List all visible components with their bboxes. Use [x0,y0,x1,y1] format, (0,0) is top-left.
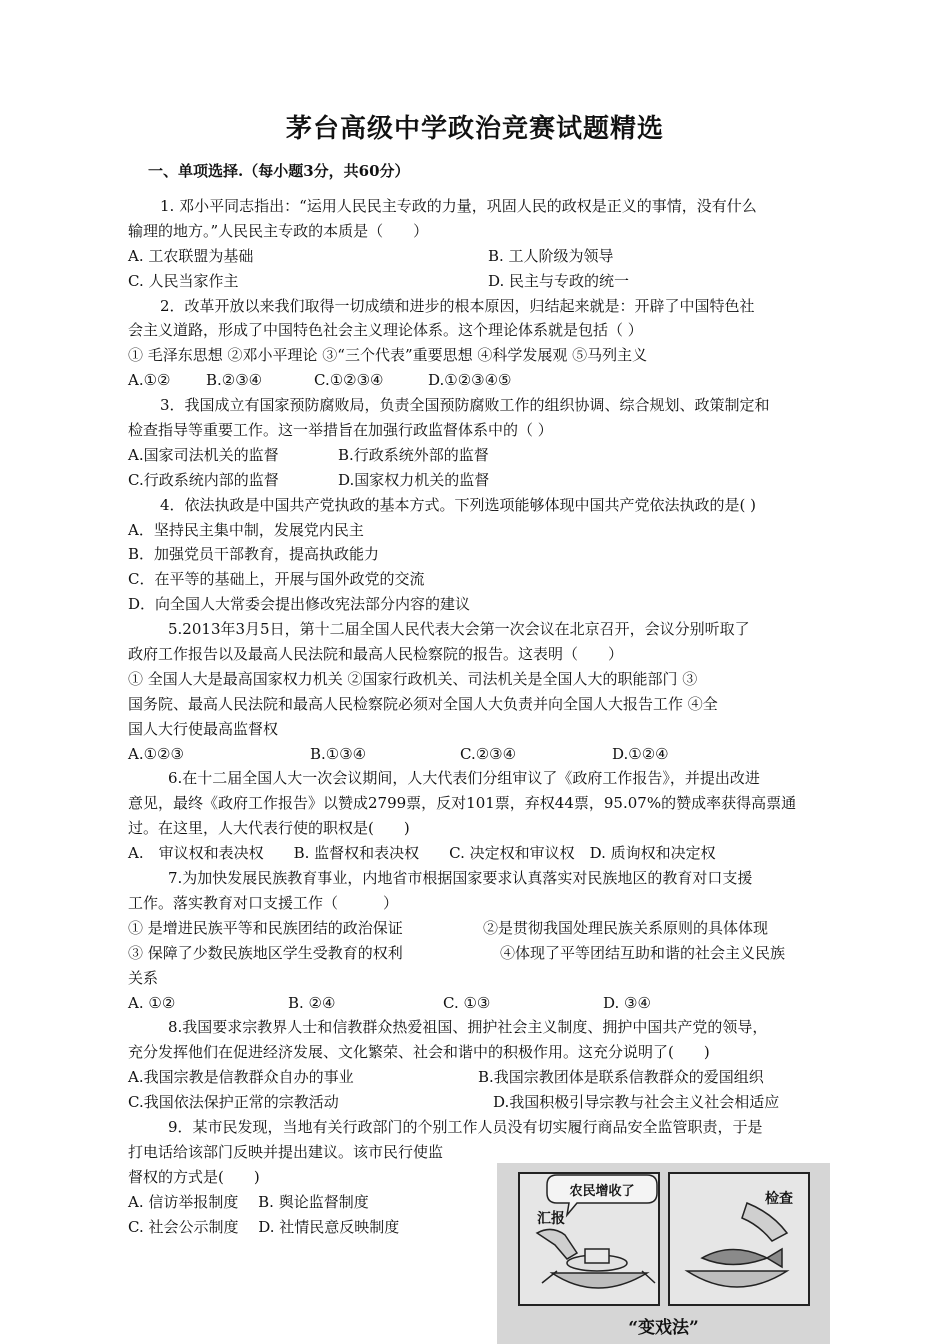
q3-option-c: C.行政系统内部的监督 [128,470,279,489]
q3-stem: 3．我国成立有国家预防腐败局，负责全国预防腐败工作的组织协调、综合规划、政策制定和 [160,396,770,415]
q2-items: ① 毛泽东思想 ②邓小平理论 ③“三个代表”重要思想 ④科学发展观 ⑤马列主义 [128,346,648,365]
q8-option-c: C.我国依法保护正常的宗教活动 [128,1093,339,1112]
q3-options-row1 [128,443,828,468]
q4-option-c: C．在平等的基础上，开展与国外政党的交流 [128,570,425,589]
q7-option-b: B. ②④ [288,993,336,1012]
q1-option-b: B. 工人阶级为领导 [488,246,614,265]
q1-stem-cont: 输理的地方。”人民民主专政的本质是（ ） [128,221,429,240]
q7-option-a: A. ①② [128,993,176,1012]
q8-stem-cont: 充分发挥他们在促进经济发展、文化繁荣、社会和谐中的积极作用。这充分说明了( ) [128,1043,710,1062]
q3-option-d: D.国家权力机关的监督 [338,470,490,489]
q7-item-2: ②是贯彻我国处理民族关系原则的具体体现 [483,918,769,937]
q9-options-row2: C. 社会公示制度 D. 社情民意反映制度 [128,1217,400,1236]
q3-option-a: A.国家司法机关的监督 [128,445,279,464]
q4-option-a: A．坚持民主集中制，发展党内民主 [128,520,364,539]
q7-stem: 7.为加快发展民族教育事业，内地省市根据国家要求认真落实对民族地区的教育对口支援 [168,869,753,888]
q5-items-3: 国人大行使最高监督权 [128,719,279,738]
q3-options-row2 [128,468,828,493]
q8-option-d: D.我国积极引导宗教与社会主义社会相适应 [493,1093,780,1112]
q2-options [128,368,828,393]
q5-option-d: D.①②④ [612,744,669,763]
q4-option-b: B．加强党员干部教育，提高执政能力 [128,545,380,564]
q2-stem: 2．改革开放以来我们取得一切成绩和进步的根本原因，归结起来就是：开辟了中国特色社 [160,296,755,315]
q2-option-d: D.①②③④⑤ [428,371,512,390]
q4-stem: 4．依法执政是中国共产党执政的基本方式。下列选项能够体现中国共产党依法执政的是( ) [160,495,757,514]
q5-items-1: ① 全国人大是最高国家权力机关 ②国家行政机关、司法机关是全国人大的职能部门 ③ [128,669,698,688]
q6-options: A. 审议权和表决权 B. 监督权和表决权 C. 决定权和审议权 D. 质询权和决定权 [128,844,716,863]
q7-stem-cont: 工作。落实教育对口支援工作（ ） [128,893,399,912]
cartoon-image [497,1163,830,1344]
q8-options-row1 [128,1065,828,1090]
bubble-text: 农民增收了 [569,1184,635,1199]
q7-option-c: C. ①③ [443,993,491,1012]
q1-options-row1 [128,244,828,269]
q5-items-2: 国务院、最高人民法院和最高人民检察院必须对全国人大负责并向全国人大报告工作 ④全 [128,694,718,713]
q7-item-4-cont: 关系 [128,968,159,987]
q9-options-row1: A. 信访举报制度 B. 舆论监督制度 [128,1192,369,1211]
q7-items-row2 [128,941,828,966]
lid-knob-icon [585,1249,609,1263]
q7-items-row1 [128,916,828,941]
q1-options-row2 [128,269,828,294]
cartoon-caption: “变戏法” [628,1318,699,1338]
q2-option-a: A.①② [128,371,171,390]
q7-item-4: ④体现了平等团结互助和谐的社会主义民族 [500,943,786,962]
q5-stem: 5.2013年3月5日，第十二届全国人民代表大会第一次会议在北京召开，会议分别听取了 [168,620,750,639]
q9-stem-end: 督权的方式是( ) [128,1167,260,1186]
right-label: 检查 [765,1191,793,1207]
q2-option-b: B.②③④ [206,371,263,390]
q2-stem-cont: 会主义道路，形成了中国特色社会主义理论体系。这个理论体系就是包括（ ） [128,321,643,340]
q5-option-a: A.①②③ [128,744,184,763]
q1-stem: 1. 邓小平同志指出：“运用人民民主专政的力量，巩固人民的政权是正义的事情，没有什么 [160,197,757,215]
q1-option-c: C. 人民当家作主 [128,271,239,290]
q4-option-d: D．向全国人大常委会提出修改宪法部分内容的建议 [128,595,471,614]
q7-option-d: D. ③④ [603,993,651,1012]
q8-option-b: B.我国宗教团体是联系信教群众的爱国组织 [478,1068,764,1087]
q6-stem-end: 过。在这里，人大代表行使的职权是( ) [128,819,410,838]
q7-options [128,991,828,1016]
q7-item-3: ③ 保障了少数民族地区学生受教育的权利 [128,943,403,962]
q1-option-d: D. 民主与专政的统一 [488,271,630,290]
page-title: 茅台高级中学政治竞赛试题精选 [285,114,664,144]
left-label: 汇报 [537,1211,565,1227]
q5-options [128,742,828,767]
q8-option-a: A.我国宗教是信教群众自办的事业 [128,1068,354,1087]
questions [128,194,828,1239]
q8-options-row2 [128,1090,828,1115]
q8-stem: 8.我国要求宗教界人士和信教群众热爱祖国、拥护社会主义制度、拥护中国共产党的领导， [168,1018,768,1037]
q5-stem-cont: 政府工作报告以及最高人民法院和最高人民检察院的报告。这表明（ ） [128,645,624,664]
q5-option-b: B.①③④ [310,744,367,763]
q1-option-a: A. 工农联盟为基础 [128,246,254,265]
q9-stem: 9．某市民发现，当地有关行政部门的个别工作人员没有切实履行商品安全监管职责，于是 [168,1117,763,1136]
q7-item-1: ① 是增进民族平等和民族团结的政治保证 [128,918,403,937]
q3-option-b: B.行政系统外部的监督 [338,445,489,464]
q3-stem-cont: 检查指导等重要工作。这一举措旨在加强行政监督体系中的（ ） [128,421,553,440]
q9-stem-cont: 打电话给该部门反映并提出建议。该市民行使监 [128,1142,444,1161]
q6-stem-cont: 意见，最终《政府工作报告》以赞成2799票，反对101票，弃权44票，95.07%的赞成率获得高票通 [128,794,797,813]
q6-stem: 6.在十二届全国人大一次会议期间，人大代表们分组审议了《政府工作报告》，并提出改进 [168,769,760,788]
section-heading: 一、单项选择.（每小题3分，共60分） [148,162,410,180]
q5-option-c: C.②③④ [460,744,517,763]
q2-option-c: C.①②③④ [314,371,384,390]
